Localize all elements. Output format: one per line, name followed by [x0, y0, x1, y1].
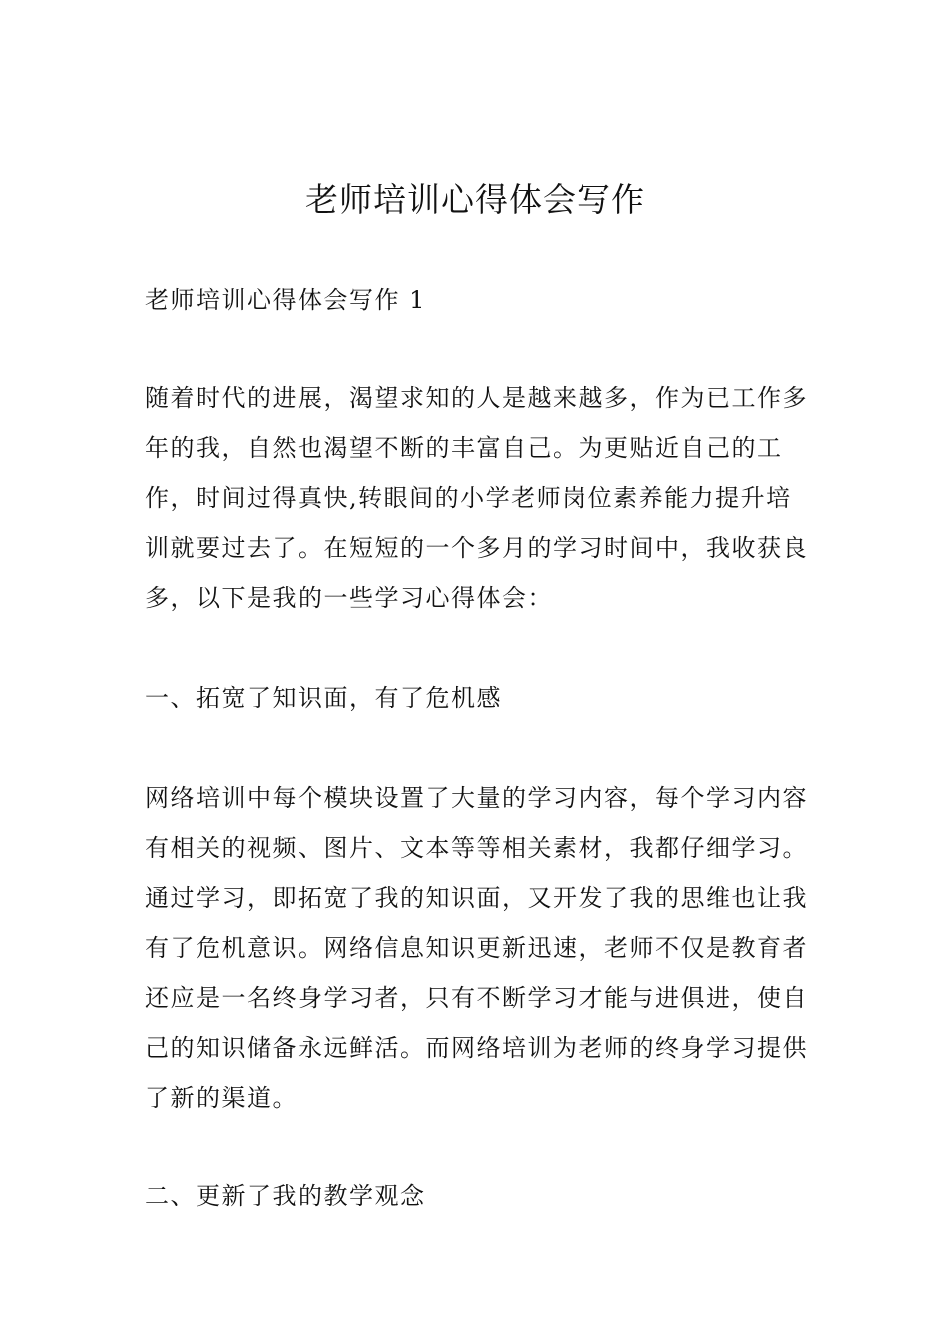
- section-heading-1: 一、拓宽了知识面，有了危机感: [145, 684, 502, 712]
- paragraph-intro: 随着时代的进展，渴望求知的人是越来越多，作为已工作多年的我，自然也渴望不断的丰富自己。为更贴近自己的工作，时间过得真快,转眼间的小学老师岗位素养能力提升培训就要过去了。在短短的一个多月的学习时间中，我收获良多，以下是我的一些学习心得体会：: [145, 384, 808, 612]
- section-heading-2: 二、更新了我的教学观念: [145, 1182, 426, 1210]
- section-subtitle: 老师培训心得体会写作 1: [145, 286, 426, 314]
- document-title: 老师培训心得体会写作: [305, 180, 645, 219]
- paragraph-section-1: 网络培训中每个模块设置了大量的学习内容，每个学习内容有相关的视频、图片、文本等等相关素材，我都仔细学习。通过学习，即拓宽了我的知识面，又开发了我的思维也让我有了危机意识。网络信息知识更新迅速，老师不仅是教育者还应是一名终身学习者，只有不断学习才能与进俱进，使自己的知识储备永远鲜活。而网络培训为老师的终身学习提供了新的渠道。: [145, 784, 808, 1112]
